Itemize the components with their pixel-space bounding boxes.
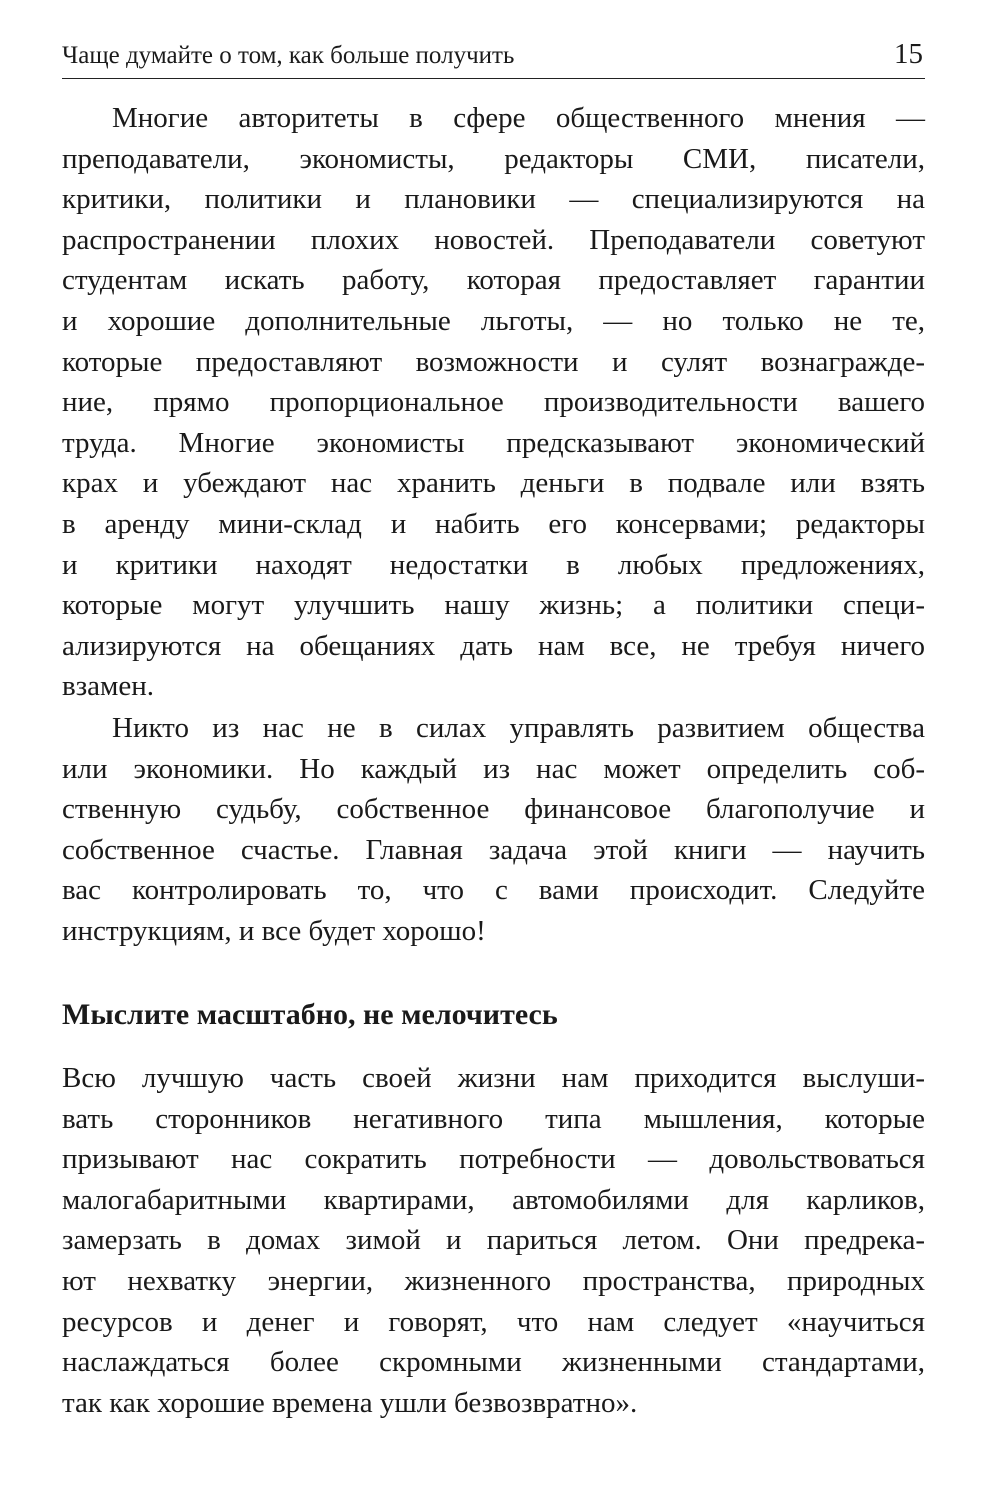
paragraph-3 xyxy=(62,1058,925,1423)
text-line: преподаватели, экономисты, редакторы СМИ, писатели, xyxy=(62,142,925,175)
text-line: в аренду мини-склад и набить его консервами; редакторы xyxy=(62,507,925,540)
text-line: ализируются на обещаниях дать нам все, не требуя ничего xyxy=(62,629,925,662)
text-line: и критики находят недостатки в любых предложениях, xyxy=(62,548,925,581)
text-line: студентам искать работу, которая предоставляет гарантии xyxy=(62,264,925,297)
paragraph-1 xyxy=(62,98,925,707)
running-header xyxy=(62,38,925,79)
running-title: Чаще думайте о том, как больше получить xyxy=(62,42,515,69)
text-line: критики, политики и плановики — специализируются на xyxy=(62,183,925,216)
text-line: Никто из нас не в силах управлять развитием общества xyxy=(112,712,925,744)
text-line: или экономики. Но каждый из нас может определить соб- xyxy=(62,752,925,785)
text-line: вас контролировать то, что с вами происходит. Следуйте xyxy=(62,874,925,907)
text-line: взамен. xyxy=(62,670,155,703)
text-line: ресурсов и денег и говорят, что нам следует «научиться xyxy=(62,1305,925,1338)
text-line: труда. Многие экономисты предсказывают экономический xyxy=(62,426,925,459)
text-line: так как хорошие времена ушли безвозвратно». xyxy=(62,1386,638,1419)
text-line: распространении плохих новостей. Преподаватели советуют xyxy=(62,223,925,256)
text-line: крах и убеждают нас хранить деньги в подвале или взять xyxy=(62,467,925,500)
text-line: ют нехватку энергии, жизненного пространства, природных xyxy=(62,1264,925,1297)
text-line: ственную судьбу, собственное финансовое благополучие и xyxy=(62,793,925,826)
text-line: инструкциям, и все будет хорошо! xyxy=(62,914,486,947)
section-heading: Мыслите масштабно, не мелочитесь xyxy=(62,998,558,1031)
text-line: и хорошие дополнительные льготы, — но только не те, xyxy=(62,304,925,337)
text-line: наслаждаться более скромными жизненными стандартами, xyxy=(62,1346,925,1379)
text-line: которые могут улучшить нашу жизнь; а политики специ- xyxy=(62,589,925,622)
page-number: 15 xyxy=(894,38,923,70)
text-line: ние, прямо пропорциональное производительности вашего xyxy=(62,386,925,419)
text-line: Многие авторитеты в сфере общественного мнения — xyxy=(112,102,925,134)
text-line: малогабаритными квартирами, автомобилями для карликов, xyxy=(62,1183,925,1216)
text-line: которые предоставляют возможности и сулят вознагражде- xyxy=(62,345,925,378)
text-line: Всю лучшую часть своей жизни нам приходится выслуши- xyxy=(62,1062,925,1094)
text-line: замерзать в домах зимой и париться летом. Они предрека- xyxy=(62,1224,925,1257)
text-line: призывают нас сократить потребности — довольствоваться xyxy=(62,1143,925,1176)
text-line: собственное счастье. Главная задача этой книги — научить xyxy=(62,833,925,866)
paragraph-2 xyxy=(62,708,925,952)
text-line: вать сторонников негативного типа мышления, которые xyxy=(62,1102,925,1135)
